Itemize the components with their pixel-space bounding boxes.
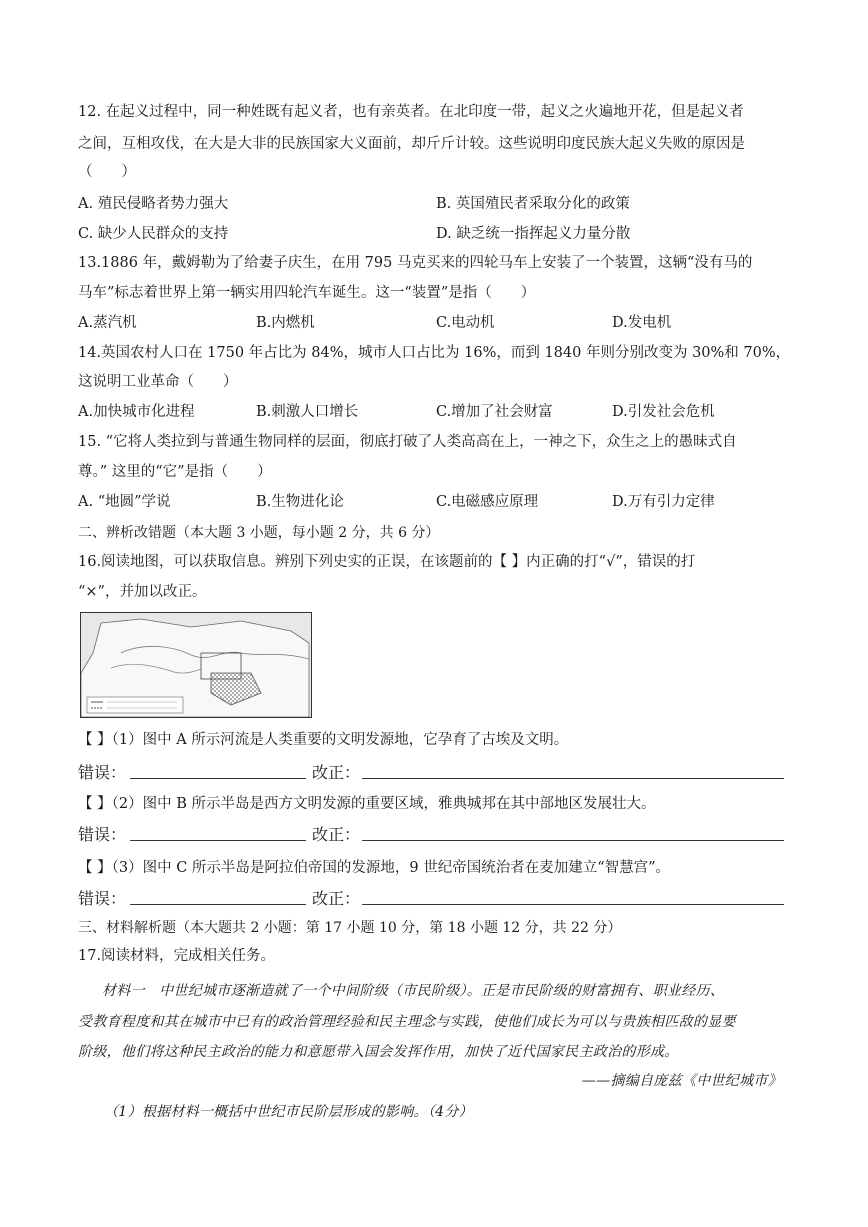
fix-label-2: 改正： xyxy=(312,825,361,844)
error-blank-2[interactable] xyxy=(130,840,306,841)
q16-statement-1: 【 】（1）图中 A 所示河流是人类重要的文明发源地，它孕育了古埃及文明。 xyxy=(78,732,569,748)
error-blank-1[interactable] xyxy=(130,778,306,779)
q13-option-d: D.发电机 xyxy=(612,315,672,331)
q12-option-c: C. 缺少人民群众的支持 xyxy=(78,226,229,242)
q13-stem-line2: 马车”标志着世界上第一辆实用四轮汽车诞生。这一“装置”是指（ ） xyxy=(78,285,536,301)
q14-option-c: C.增加了社会财富 xyxy=(436,404,553,420)
material-1-source: ——摘编自庞兹《中世纪城市》 xyxy=(581,1073,782,1089)
q16-stem-line2: “×”，并加以改正。 xyxy=(78,584,207,600)
section-2-heading: 二、辨析改错题（本大题 3 小题，每小题 2 分，共 6 分） xyxy=(78,525,440,541)
q14-stem-line2: 这说明工业革命（ ） xyxy=(78,374,238,390)
q15-stem-line2: 尊。” 这里的“它”是指（ ） xyxy=(78,464,272,480)
q14-stem-line1: 14.英国农村人口在 1750 年占比为 84%，城市人口占比为 16%，而到 1840 年则分别改变为 30%和 70%， xyxy=(78,345,791,361)
q15-option-b: B.生物进化论 xyxy=(256,494,344,510)
q12-stem-line1: 12. 在起义过程中，同一种姓既有起义者，也有亲英者。在北印度一带，起义之火遍地开花，但是起义者 xyxy=(78,104,744,120)
q12-option-b: B. 英国殖民者采取分化的政策 xyxy=(436,196,630,212)
fix-label-1: 改正： xyxy=(312,763,361,782)
q17-task-1: （1）根据材料一概括中世纪市民阶层形成的影响。（4分） xyxy=(104,1104,473,1120)
q15-stem-line1: 15. “它将人类拉到与普通生物同样的层面，彻底打破了人类高高在上，一神之下，众生之上的愚昧式自 xyxy=(78,434,737,450)
error-label-2: 错误： xyxy=(78,825,127,844)
error-label-1: 错误： xyxy=(78,763,127,782)
q13-option-c: C.电动机 xyxy=(436,315,495,331)
fix-blank-3[interactable] xyxy=(362,904,784,905)
fix-blank-2[interactable] xyxy=(362,840,784,841)
q17-intro: 17.阅读材料，完成相关任务。 xyxy=(78,948,276,964)
q12-stem-line2: 之间，互相攻伐，在大是大非的民族国家大义面前，却斤斤计较。这些说明印度民族大起义失败的原因是 xyxy=(78,136,745,152)
q16-stem-line1: 16.阅读地图，可以获取信息。辨别下列史实的正误，在该题前的【 】内正确的打“√”，错误的打 xyxy=(78,554,696,570)
q13-stem-line1: 13.1886 年，戴姆勒为了给妻子庆生，在用 795 马克买来的四轮马车上安装了一个装置，这辆“没有马的 xyxy=(78,255,753,271)
error-label-3: 错误： xyxy=(78,889,127,908)
q13-option-a: A.蒸汽机 xyxy=(78,315,137,331)
material-1-line1: 材料一 中世纪城市逐渐造就了一个中间阶级（市民阶级）。正是市民阶级的财富拥有、职业经历、 xyxy=(102,983,725,999)
fix-blank-1[interactable] xyxy=(362,778,784,779)
q14-option-b: B.刺激人口增长 xyxy=(256,404,359,420)
map-illustration xyxy=(81,613,311,717)
q13-option-b: B.内燃机 xyxy=(256,315,315,331)
historical-map xyxy=(80,612,312,718)
q15-option-a: A. “地圆”学说 xyxy=(78,494,171,510)
material-1-line2: 受教育程度和其在城市中已有的政治管理经验和民主理念与实践，使他们成长为可以与贵族相匹敌的显要 xyxy=(78,1014,736,1030)
q15-option-c: C.电磁感应原理 xyxy=(436,494,539,510)
section-3-heading: 三、材料解析题（本大题共 2 小题：第 17 小题 10 分，第 18 小题 12 分，共 22 分） xyxy=(78,920,622,936)
q16-statement-3: 【 】（3）图中 C 所示半岛是阿拉伯帝国的发源地，9 世纪帝国统治者在麦加建立“智慧宫”。 xyxy=(78,860,671,876)
error-blank-3[interactable] xyxy=(130,904,306,905)
q14-option-d: D.引发社会危机 xyxy=(612,404,715,420)
q12-option-a: A. 殖民侵略者势力强大 xyxy=(78,196,229,212)
q14-option-a: A.加快城市化进程 xyxy=(78,404,195,420)
q12-bracket: （ ） xyxy=(78,164,136,180)
material-1-line3: 阶级，他们将这种民主政治的能力和意愿带入国会发挥作用，加快了近代国家民主政治的形成。 xyxy=(78,1044,679,1060)
q12-option-d: D. 缺乏统一指挥起义力量分散 xyxy=(436,226,631,242)
q15-option-d: D.万有引力定律 xyxy=(612,494,715,510)
fix-label-3: 改正： xyxy=(312,889,361,908)
q16-statement-2: 【 】（2）图中 B 所示半岛是西方文明发源的重要区域，雅典城邦在其中部地区发展壮大。 xyxy=(78,796,656,812)
